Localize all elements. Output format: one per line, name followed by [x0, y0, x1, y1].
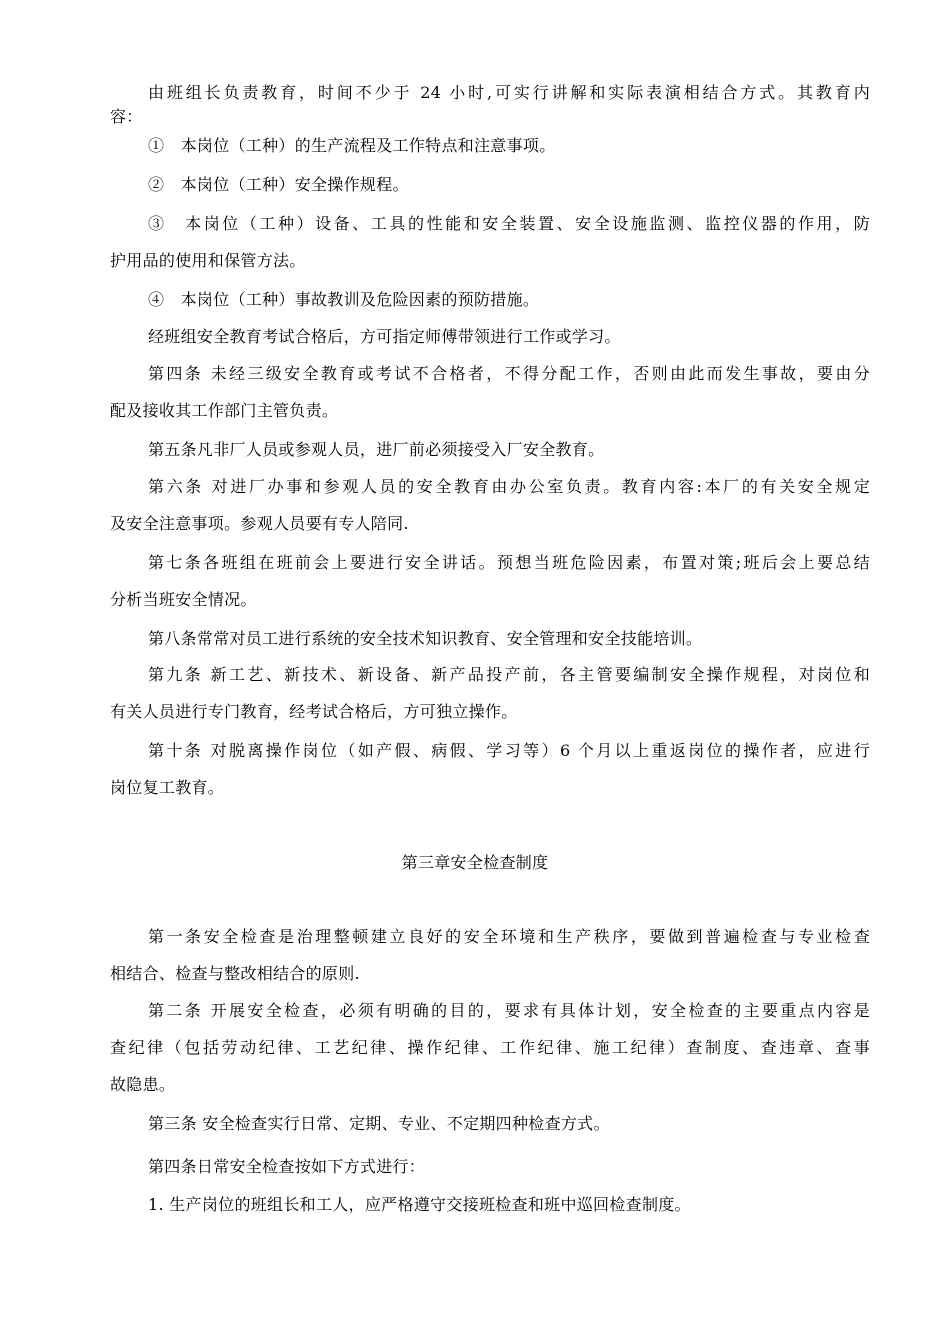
paragraph — [110, 318, 870, 355]
list-item — [110, 127, 870, 164]
article-9 — [110, 656, 870, 730]
paragraph-line: 经班组安全教育考试合格后，方可指定师傅带领进行工作或学习。 — [148, 327, 621, 346]
paragraph-line: 相结合、检查与整改相结合的原则. — [110, 964, 360, 983]
list-item — [110, 281, 870, 318]
list-item — [110, 1186, 870, 1223]
paragraph-line: 第十条 对脱离操作岗位（如产假、病假、学习等）6 个月以上重返岗位的操作者，应进行 — [148, 741, 870, 760]
list-item — [110, 205, 870, 279]
chapter-title: 第三章安全检查制度 — [401, 853, 549, 872]
paragraph-line: 由班组长负责教育，时间不少于 24 小时,可实行讲解和实际表演相结合方式。其教育内 — [148, 83, 870, 102]
section-article-4 — [110, 1148, 870, 1185]
paragraph-line: 有关人员进行专门教育，经考试合格后，方可独立操作。 — [110, 702, 518, 721]
list-item-text: 1. 生产岗位的班组长和工人，应严格遵守交接班检查和班中巡回检查制度。 — [148, 1195, 691, 1214]
paragraph-line: 岗位复工教育。 — [110, 778, 225, 797]
section-article-2 — [110, 992, 870, 1103]
paragraph-line: 故隐患。 — [110, 1075, 176, 1094]
paragraph-line: 第一条安全检查是治理整顿建立良好的安全环境和生产秩序，要做到普遍检查与专业检查 — [148, 927, 870, 946]
article-8 — [110, 620, 870, 657]
paragraph-line: 分析当班安全情况。 — [110, 590, 257, 609]
paragraph-line: 容： — [110, 107, 143, 126]
paragraph-line: 第七条各班组在班前会上要进行安全讲话。预想当班危险因素，布置对策;班后会上要总结 — [148, 553, 870, 572]
section-article-3 — [110, 1105, 870, 1142]
paragraph-line: 第九条 新工艺、新技术、新设备、新产品投产前，各主管要编制安全操作规程，对岗位和 — [148, 665, 870, 684]
paragraph-line: 及安全注意事项。参观人员要有专人陪同. — [110, 514, 409, 533]
list-item-text: ② 本岗位（工种）安全操作规程。 — [148, 175, 409, 194]
list-item-text: ③ 本岗位（工种）设备、工具的性能和安全装置、安全设施监测、监控仪器的作用，防 — [148, 214, 870, 233]
paragraph-line: 第三条 安全检查实行日常、定期、专业、不定期四种检查方式。 — [148, 1114, 610, 1133]
paragraph-line: 配及接收其工作部门主管负责。 — [110, 401, 339, 420]
section-article-1 — [110, 918, 870, 992]
paragraph — [110, 81, 870, 129]
paragraph-line: 第四条日常安全检查按如下方式进行： — [148, 1157, 426, 1176]
article-10 — [110, 732, 870, 806]
paragraph-line: 第五条凡非厂人员或参观人员，进厂前必须接受入厂安全教育。 — [148, 440, 605, 459]
article-6 — [110, 468, 870, 542]
article-7 — [110, 544, 870, 618]
list-item-text: 护用品的使用和保管方法。 — [110, 251, 306, 270]
paragraph-line: 第六条 对进厂办事和参观人员的安全教育由办公室负责。教育内容:本厂的有关安全规定 — [148, 477, 870, 496]
article-5 — [110, 431, 870, 468]
list-item-text: ① 本岗位（工种）的生产流程及工作特点和注意事项。 — [148, 136, 556, 155]
list-item — [110, 166, 870, 203]
paragraph-line: 第四条 未经三级安全教育或考试不合格者，不得分配工作，否则由此而发生事故，要由分 — [148, 364, 870, 383]
paragraph-line: 查纪律（包括劳动纪律、工艺纪律、操作纪律、工作纪律、施工纪律）查制度、查违章、查事 — [110, 1038, 870, 1057]
paragraph-line: 第二条 开展安全检查，必须有明确的目的，要求有具体计划，安全检查的主要重点内容是 — [148, 1001, 870, 1020]
paragraph-line: 第八条常常对员工进行系统的安全技术知识教育、安全管理和安全技能培训。 — [148, 629, 703, 648]
list-item-text: ④ 本岗位（工种）事故教训及危险因素的预防措施。 — [148, 290, 540, 309]
article-4 — [110, 355, 870, 429]
